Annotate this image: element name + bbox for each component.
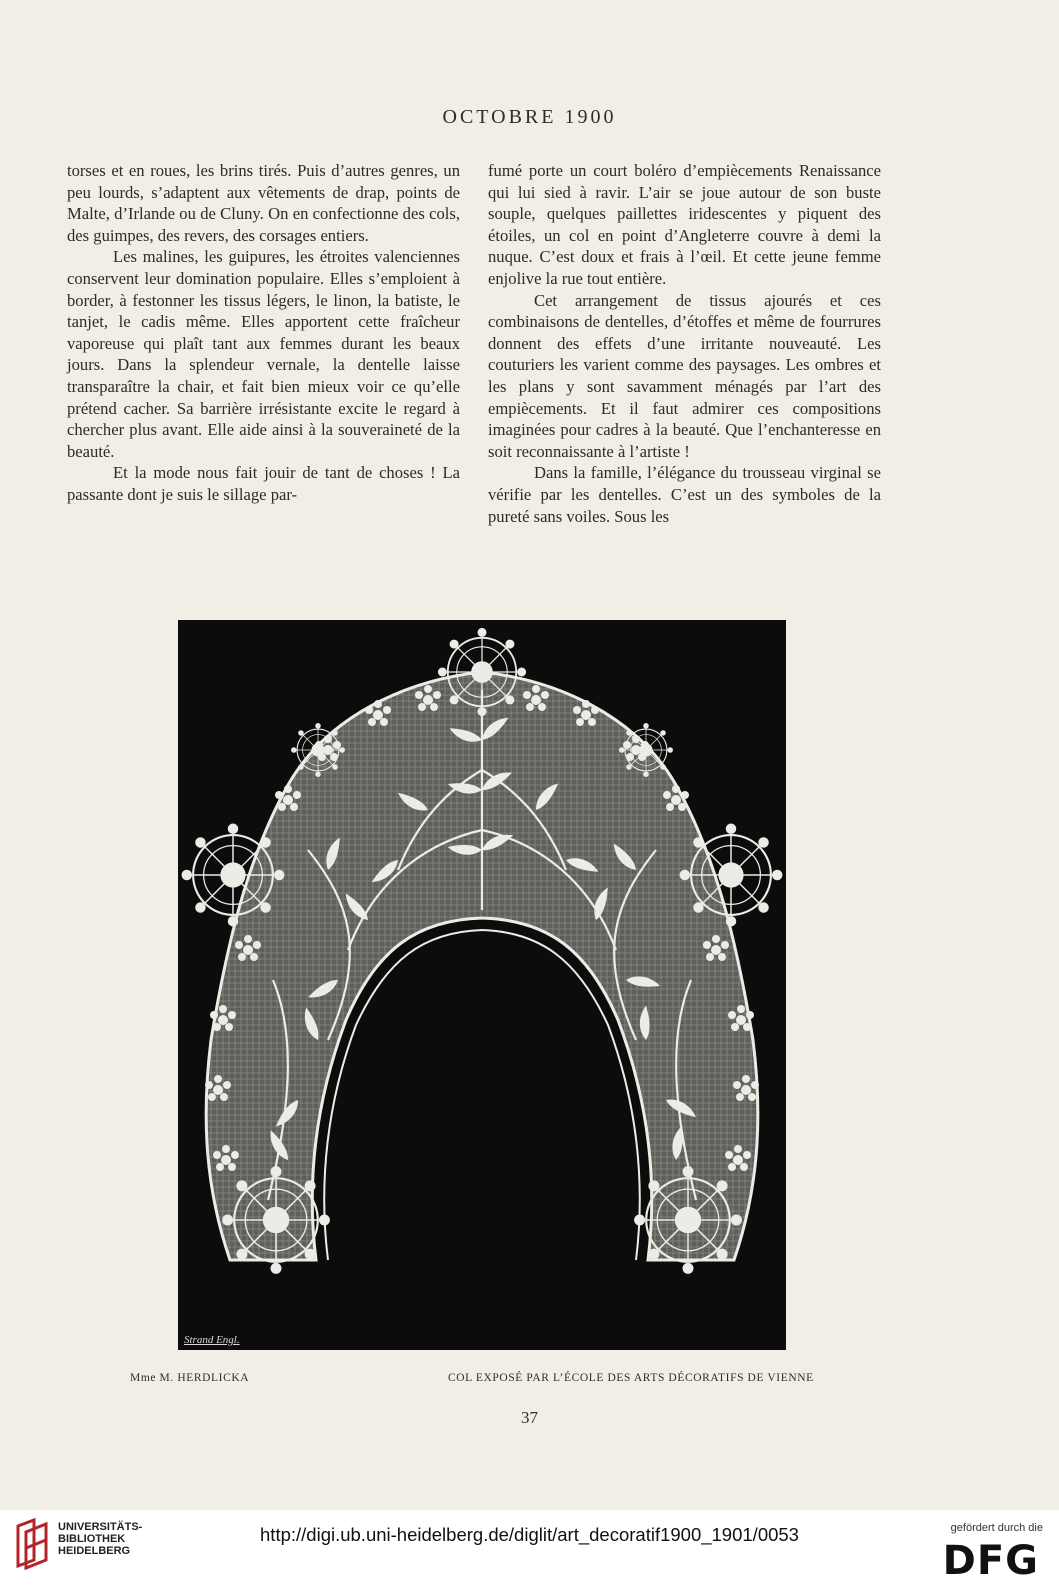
- running-head: OCTOBRE 1900: [442, 106, 617, 128]
- caption-designer: Mme M. HERDLICKA: [130, 1372, 250, 1384]
- right-paragraph-3: Dans la famille, l’élégance du trousseau virginal se vérifie par les dentelles. C’est un des symboles de la pureté sans voiles. Sous les: [488, 463, 881, 526]
- library-line: HEIDELBERG: [58, 1545, 131, 1557]
- left-paragraph-1: torses et en roues, les brins tirés. Puis d’autres genres, un peu lourds, s’adaptent aux vêtements de drap, points de Malte, d’Irlande ou de Cluny. On en confectionne des cols, des guimpes, des revers, des corsages entiers.: [67, 161, 460, 245]
- right-paragraph-1: fumé porte un court boléro d’empiècements Renaissance qui lui sied à ravir. L’air se joue autour de son buste souple, quelques paillettes iridescentes y piquent des étoiles, un col en point d’Angleterre couvre à demi la nuque. C’est doux et frais à l’œil. Et cette jeune femme enjolive la rue tout entière.: [488, 161, 881, 288]
- digitization-footer: [0, 1510, 1059, 1592]
- caption-title: COL EXPOSÉ PAR L’ÉCOLE DES ARTS DÉCORATIFS DE VIENNE: [448, 1372, 814, 1384]
- left-paragraph-3: Et la mode nous fait jouir de tant de choses ! La passante dont je suis le sillage par-: [67, 463, 460, 504]
- dfg-logo: DFG: [942, 1538, 1039, 1584]
- library-line: BIBLIOTHEK: [58, 1533, 126, 1545]
- page-number: 37: [521, 1408, 538, 1427]
- engraver-signature: Strand Engl.: [184, 1334, 240, 1346]
- lace-collar-illustration: [178, 620, 786, 1350]
- library-line: UNIVERSITÄTS-: [58, 1521, 143, 1533]
- left-text-column: [67, 160, 460, 506]
- left-paragraph-2: Les malines, les guipures, les étroites valenciennes conservent leur domination populaire. Elles s’emploient à border, à festonner les tissus légers, le linon, la batiste, le tanjet, le cadis même. Elles apportent cette fraîcheur vaporeuse qui plaît tant aux femmes durant les beaux jours. Dans la splendeur vernale, la dentelle laisse transparaître la chair, et fait bien mieux voir ce qu’elle prétend cacher. Sa barrière irrésistante excite le regard à chercher plus avant. Elle aide ainsi à la souveraineté de la beauté.: [67, 247, 460, 461]
- funding-label: gefördert durch die: [950, 1522, 1043, 1534]
- inner-edge-line: [324, 930, 640, 1260]
- right-text-column: [488, 160, 881, 527]
- lace-collar-plate: [178, 620, 786, 1350]
- permalink-url[interactable]: http://digi.ub.uni-heidelberg.de/diglit/art_decoratif1900_1901/0053: [260, 1524, 799, 1545]
- right-paragraph-2: Cet arrangement de tissus ajourés et ces combinaisons de dentelles, d’étoffes et même de fourrures donnent des effets d’une irritante nouveauté. Les couturiers les varient comme des paysages. Les ombres et les plans y sont savamment ménagés par l’art des empiècements. Et il faut admirer ces compositions imaginées pour cadres à la beauté. Que l’enchanteresse en soit reconnaissante à l’artiste !: [488, 290, 881, 461]
